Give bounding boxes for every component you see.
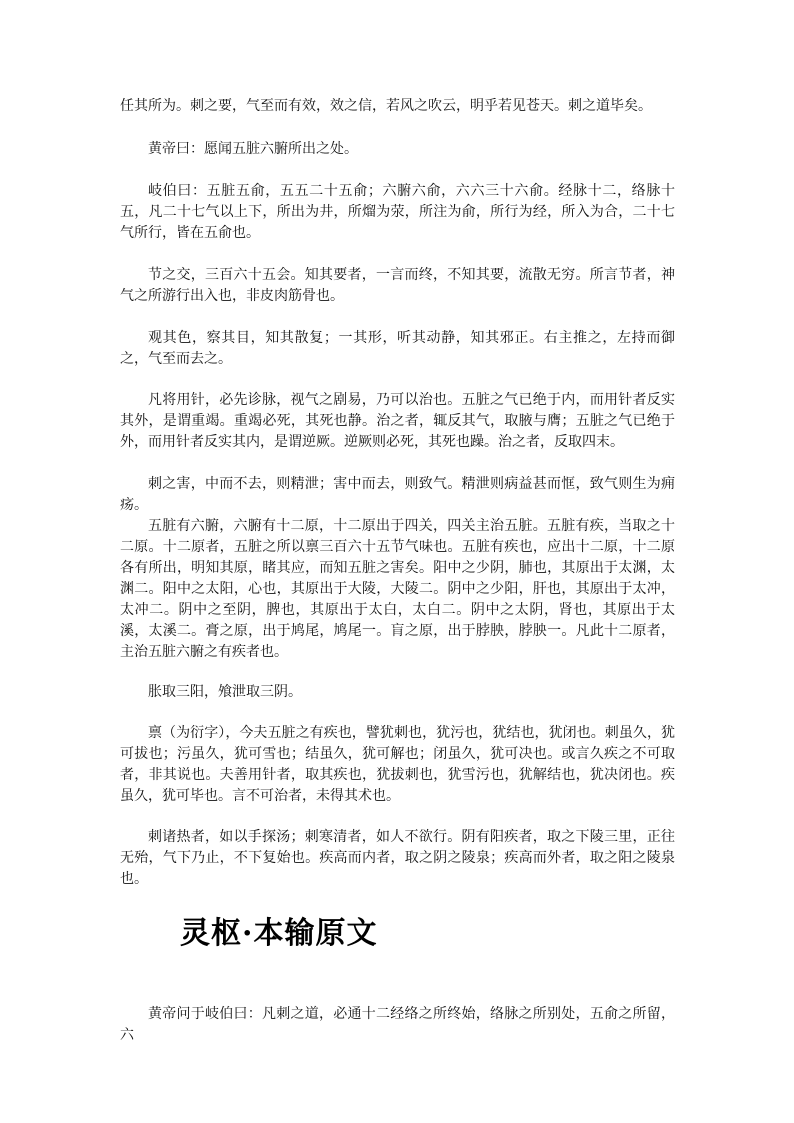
paragraph-fanjiangyongzhen: 凡将用针，必先诊脉，视气之剧易，乃可以治也。五脏之气已绝于内，而用针者反实其外，是谓重竭。重竭必死，其死也静。治之者，辄反其气，取腋与膺；五脏之气已绝于外，而用针者反实其内，是谓逆厥。逆厥则必死，其死也躁。治之者，反取四末。 [120,392,675,450]
paragraph-benshu-opening: 黄帝问于岐伯曰：凡刺之道，必通十二经络之所终始，络脉之所别处，五俞之所留，六 [120,1006,675,1043]
paragraph-cizhure: 刺诸热者，如以手探汤；刺寒清者，如人不欲行。阴有阳疾者，取之下陵三里，正往无殆，气下乃止，不下复始也。疾高而内者，取之阴之陵泉；疾高而外者，取之阳之陵泉也。 [120,829,675,887]
paragraph-opening: 任其所为。刺之要，气至而有效，效之信，若风之吹云，明乎若见苍天。刺之道毕矣。 [120,98,652,114]
paragraph-jiezhijiao: 节之交，三百六十五会。知其要者，一言而终，不知其要，流散无穷。所言节者，神气之所游行出入也，非皮肉筋骨也。 [120,267,675,304]
paragraph-cizhihai: 刺之害，中而不去，则精泄；害中而去，则致气。精泄则病益甚而恇，致气则生为痈疡。 [120,476,675,513]
paragraph-huangdi-question: 黄帝曰：愿闻五脏六腑所出之处。 [148,141,358,157]
paragraph-twelve-yuan: 五脏有六腑，六腑有十二原，十二原出于四关，四关主治五脏。五脏有疾，当取之十二原。十二原者，五脏之所以禀三百六十五节气味也。五脏有疾也，应出十二原，十二原各有所出，明知其原，睹其应，而知五脏之害矣。阳中之少阴，肺也，其原出于太渊，太渊二。阳中之太阳，心也，其原出于大陵，大陵二。阴中之少阳，肝也，其原出于太冲，太冲二。阴中之至阴，脾也，其原出于太白，太白二。阴中之太阴，肾也，其原出于太溪，太溪二。膏之原，出于鸠尾，鸠尾一。肓之原，出于脖胦，脖胦一。凡此十二原者，主治五脏六腑之有疾者也。 [120,518,675,660]
paragraph-bing: 禀（为衍字），今夫五脏之有疾也，譬犹刺也，犹污也，犹结也，犹闭也。刺虽久，犹可拔也；污虽久，犹可雪也；结虽久，犹可解也；闭虽久，犹可决也。或言久疾之不可取者，非其说也。夫善用针者，取其疾也，犹拔刺也，犹雪污也，犹解结也，犹决闭也。疾虽久，犹可毕也。言不可治者，未得其术也。 [120,725,675,804]
section-title: 灵枢·本输原文 [180,916,378,951]
paragraph-qibo-wushu: 岐伯曰：五脏五俞，五五二十五俞；六腑六俞，六六三十六俞。经脉十二，络脉十五，凡二十七气以上下，所出为井，所熘为荥，所注为俞，所行为经，所入为合，二十七气所行，皆在五俞也。 [120,183,675,241]
paragraph-guanqise: 观其色，察其目，知其散复；一其形，听其动静，知其邪正。右主推之，左持而御之，气至而去之。 [120,330,675,367]
paragraph-zhangqu: 胀取三阳，飧泄取三阴。 [148,684,302,700]
